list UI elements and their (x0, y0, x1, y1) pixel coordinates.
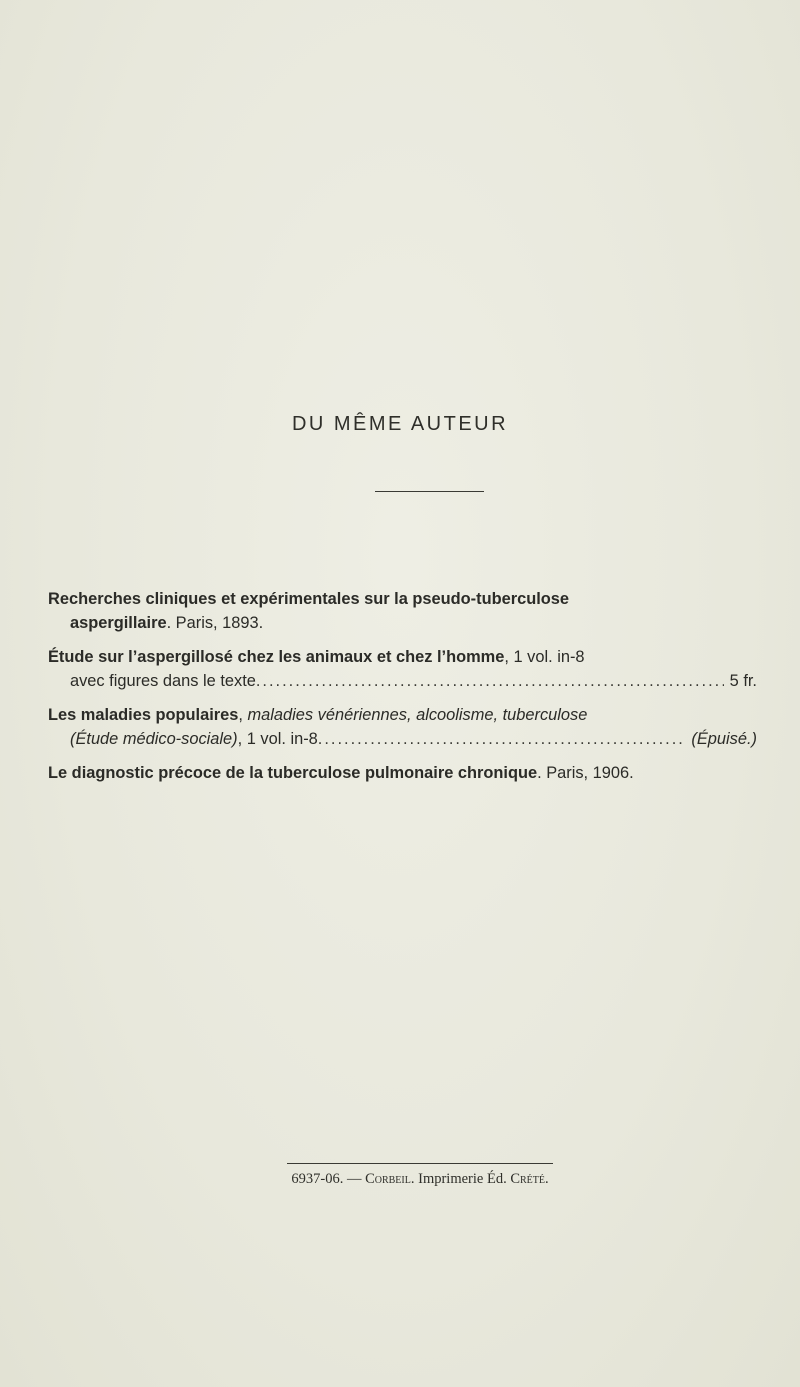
entry-1-title-cont: aspergillaire (70, 614, 167, 632)
entry-1-line-1 (48, 587, 757, 611)
entry-2-title: Étude sur l’aspergillosé chez les animaux et chez l’homme (48, 648, 505, 666)
entry-1-details: . Paris, 1893. (166, 614, 264, 632)
entry-4-title: Le diagnostic précoce de la tuberculose pulmonaire chronique (48, 764, 538, 782)
entry-2-line-2 (48, 669, 757, 693)
printer-name: Crété. (510, 1171, 549, 1187)
entry-1-line-2 (48, 611, 757, 635)
bibliography-entry-3 (48, 703, 757, 751)
print-code: 6937-06. — (291, 1171, 362, 1187)
entry-3-status: (Épuisé.) (691, 730, 757, 748)
entry-2-line-1 (48, 645, 757, 669)
bibliography-entry-4 (48, 761, 757, 785)
entry-1-title: Recherches cliniques et expérimentales sur la pseudo-tuberculose (48, 590, 570, 608)
entry-4-details: . Paris, 1906. (537, 764, 634, 782)
top-divider (375, 491, 484, 492)
bibliography-entry-1 (48, 587, 757, 635)
printer-colophon (0, 1171, 800, 1188)
entry-2-price: 5 fr. (729, 672, 757, 690)
dot-leader (256, 669, 724, 693)
print-city: Corbeil (365, 1171, 411, 1187)
bibliography-entry-2 (48, 645, 757, 693)
entry-3-sep: , (238, 706, 243, 724)
bibliography-list (48, 587, 757, 795)
dot-leader (318, 727, 686, 751)
entry-3-line-1 (48, 703, 757, 727)
section-heading: DU MÊME AUTEUR (291, 413, 509, 435)
bottom-divider (287, 1163, 553, 1164)
entry-3-line-2 (48, 727, 757, 751)
entry-3-title: Les maladies populaires (48, 706, 239, 724)
entry-3-details: , 1 vol. in-8 (237, 730, 318, 748)
entry-2-details-cont: avec figures dans le texte (70, 672, 256, 690)
entry-3-subtitle-cont: (Étude médico-sociale) (70, 730, 238, 748)
entry-3-subtitle: maladies vénériennes, alcoolisme, tuberculose (247, 706, 588, 724)
entry-4-line-1 (48, 761, 757, 785)
entry-2-details: , 1 vol. in-8 (504, 648, 585, 666)
printer-label: . Imprimerie Éd. (410, 1171, 507, 1187)
